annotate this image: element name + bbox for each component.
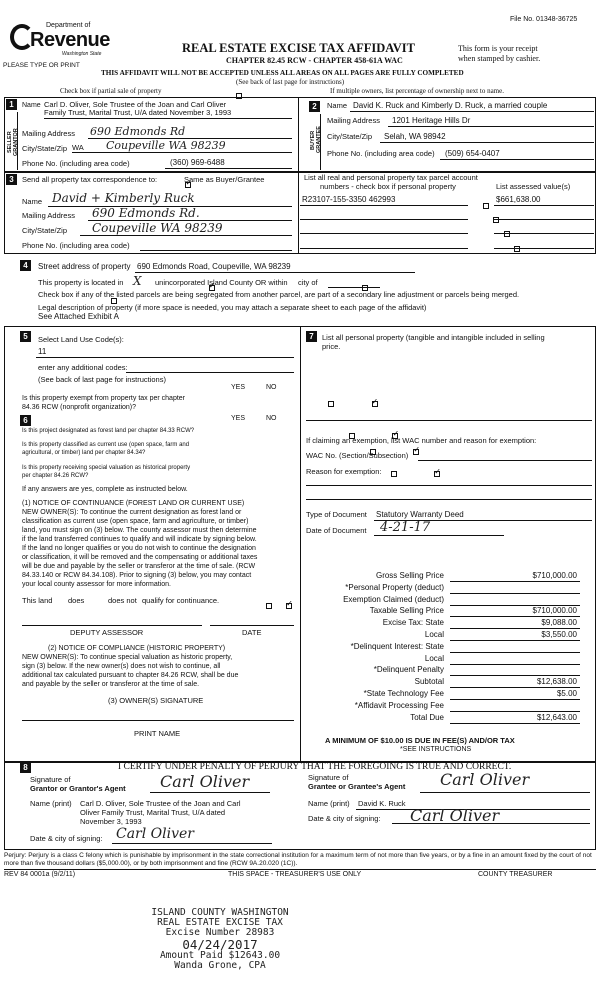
tax-row-value: $12,638.00 <box>536 677 577 687</box>
tax-row-label: Excise Tax: State <box>382 618 444 628</box>
tax-row-value: $12,643.00 <box>536 712 577 722</box>
form-chapter: CHAPTER 82.45 RCW - CHAPTER 458-61A WAC <box>226 56 403 65</box>
please-type: PLEASE TYPE OR PRINT <box>3 62 80 69</box>
tax-row-label: Local <box>424 630 444 639</box>
tax-row-line <box>450 640 580 641</box>
tax-row-label: *Personal Property (deduct) <box>345 582 444 592</box>
certify-statement: I CERTIFY UNDER PENALTY OF PERJURY THAT THE FOREGOING IS TRUE AND CORRECT. <box>118 762 512 772</box>
dor-logo: Department of Revenue Washington State <box>8 22 128 66</box>
exempt-yes-checkbox[interactable] <box>328 401 334 407</box>
tax-row-label: Subtotal <box>414 677 444 687</box>
tax-row-value: $710,000.00 <box>532 571 577 580</box>
tax-row-value: $5.00 <box>556 689 577 698</box>
tax-row-line <box>450 723 580 724</box>
tax-row-label: *Delinquent Interest: State <box>350 641 444 651</box>
parcel-number: R23107-155-3350 462993 <box>302 195 396 204</box>
seller-city-state-zip: Coupeville WA 98239 <box>106 139 226 152</box>
seller-phone: (360) 969-6488 <box>170 158 225 167</box>
minimum-due: A MINIMUM OF $10.00 IS DUE IN FEE(S) AND/OR TAX <box>325 736 515 745</box>
property-street-address: 690 Edmonds Road, Coupeville, WA 98239 <box>137 262 291 271</box>
tax-row-line <box>450 699 580 700</box>
buyer-name: David K. Ruck and Kimberly D. Ruck, a married couple <box>353 101 548 110</box>
tax-row-label: Exemption Claimed (deduct) <box>343 594 444 604</box>
grantor-date-signature: Carl Oliver <box>116 826 194 842</box>
legal-description: See Attached Exhibit A <box>38 312 119 321</box>
seller-name: Carl D. Oliver, Sole Trustee of the Joan and Carl Oliver <box>44 100 227 109</box>
tax-row-label: Total Due <box>410 712 444 722</box>
exempt-no-checkbox[interactable] <box>372 401 378 407</box>
tax-row-line <box>450 593 580 594</box>
seller-mailing-address: 690 Edmonds Rd <box>90 125 186 138</box>
tax-row-value: $9,088.00 <box>541 618 577 628</box>
grantor-print-name: Carl D. Oliver, Sole Trustee of the Joan and Carl <box>80 799 241 808</box>
tax-row-label: Taxable Selling Price <box>369 606 444 616</box>
personal-property-checkbox-1[interactable] <box>483 203 489 209</box>
land-use-code: 11 <box>38 347 47 356</box>
tax-row-label: *Affidavit Processing Fee <box>354 700 444 710</box>
tax-row-label: *Delinquent Penalty <box>373 665 444 675</box>
grantor-signature: Carl Oliver <box>160 772 250 791</box>
tax-corr-mailing: 690 Edmonds Rd. <box>92 206 200 220</box>
tax-row-value: $3,550.00 <box>541 630 577 639</box>
grantee-print-name: David K. Ruck <box>358 799 406 808</box>
buyer-mailing-address: 1201 Heritage Hills Dr <box>392 116 471 125</box>
assessed-value: $661,638.00 <box>496 195 541 204</box>
perjury-notice: Perjury: Perjury is a class C felony which is punishable by imprisonment in the state correctional institution for a maximum term of not more than five years, or by a fine in an amount fixed by the court of not more than five thousand dollars ($5,000.00), or by both imprisonment and fine (RCW 9A.20.020 (1C)). <box>4 852 592 867</box>
tax-row-label: *State Technology Fee <box>363 689 444 698</box>
warning: THIS AFFIDAVIT WILL NOT BE ACCEPTED UNLESS ALL AREAS ON ALL PAGES ARE FULLY COMPLETED <box>101 69 464 77</box>
grantee-date-signature: Carl Oliver <box>410 806 500 825</box>
does-not-qualify-checkbox[interactable] <box>286 603 292 609</box>
current-use-no-checkbox[interactable] <box>413 449 419 455</box>
document-type: Statutory Warranty Deed <box>376 510 464 519</box>
does-qualify-checkbox[interactable] <box>266 603 272 609</box>
historic-yes-checkbox[interactable] <box>391 471 397 477</box>
tax-row-line <box>450 581 580 582</box>
tax-corr-city: Coupeville WA 98239 <box>92 221 223 235</box>
grantee-signature: Carl Oliver <box>440 770 530 789</box>
tax-row-label: Local <box>424 653 444 663</box>
tax-row-line <box>450 711 580 712</box>
location-mark: X <box>133 274 142 288</box>
tax-row-line <box>450 664 580 665</box>
file-number: File No. 01348-36725 <box>510 16 578 23</box>
tax-corr-name: David + Kimberly Ruck <box>52 191 195 205</box>
buyer-phone: (509) 654-0407 <box>445 149 500 158</box>
treasurer-stamp: ISLAND COUNTY WASHINGTON REAL ESTATE EXCISE TAX Excise Number 28983 04/24/2017 Amount Paid $12643.00 Wanda Grone, CPA <box>151 907 289 971</box>
tax-row-line <box>450 652 580 653</box>
buyer-city-state-zip: Selah, WA 98942 <box>384 132 446 141</box>
tax-row-label: Gross Selling Price <box>375 571 444 580</box>
historic-no-checkbox[interactable] <box>434 471 440 477</box>
partial-sale-label: Check box if partial sale of property <box>60 87 162 95</box>
tax-row-value: $710,000.00 <box>532 606 577 616</box>
form-title: REAL ESTATE EXCISE TAX AFFIDAVIT <box>182 41 415 55</box>
document-date: 4-21-17 <box>380 520 431 535</box>
